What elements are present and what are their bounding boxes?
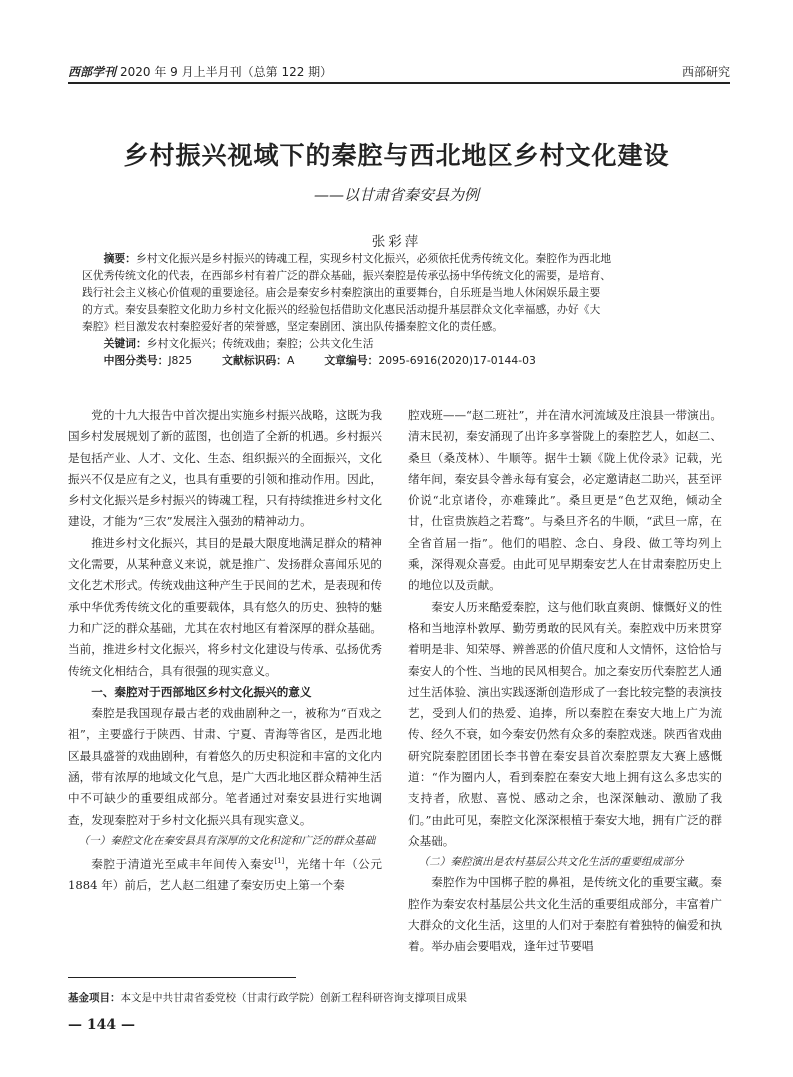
abstract-line: 秦腔》栏目激发农村秦腔爱好者的荣誉感，坚定秦剧团、演出队传播秦腔文化的责任感。 (82, 320, 504, 333)
clc-value: J825 (168, 354, 193, 367)
journal-info (68, 63, 332, 80)
article-no-label: 文章编号： (324, 354, 379, 367)
issue-info: 2020 年 9 月上半月刊（总第 122 期） (120, 65, 333, 79)
abstract-text: 乡村文化振兴是乡村振兴的铸魂工程，实现乡村文化振兴，必须依托优秀传统文化。秦腔作为西北地 (135, 252, 612, 265)
abstract-line: 区优秀传统文化的代表，在西部乡村有着广泛的群众基础，振兴秦腔是传承弘扬中华传统文化的需要，是培育、 (82, 269, 612, 282)
article-no-item (324, 354, 535, 367)
paragraph: 党的十九大报告中首次提出实施乡村振兴战略，这既为我国乡村发展规划了新的蓝图，也创造了全新的机遇。乡村振兴是包括产业、人才、文化、生态、组织振兴的全面振兴，文化振兴不仅是应有之义，也具有重要的引领和推动作用。因此，乡村文化振兴是乡村振兴的铸魂工程，只有持续推进乡村文化建设，才能为“三农”发展注入强劲的精神动力。 (68, 408, 382, 529)
paragraph-text: ，光绪十年（公元 1884 年）前后，艺人赵二组建了秦安历史上第一个秦 (68, 856, 382, 893)
paragraph: 推进乡村文化振兴，其目的是最大限度地满足群众的精神文化需要，从某种意义来说，就是推广、发扬群众喜闻乐见的文化艺术形式。传统戏曲这种产生于民间的艺术，是表现和传承中华优秀传统文化的重要载体，具有悠久的历史、独特的魅力和广泛的群众基础，尤其在农村地区有着深厚的群众基础。当前，推进乡村文化振兴，将乡村文化建设与传承、弘扬优秀传统文化相结合，具有很强的现实意义。 (68, 535, 382, 678)
footnote-label: 基金项目： (68, 992, 121, 1004)
clc-label: 中图分类号： (103, 354, 169, 367)
doc-code-label: 文献标识码： (222, 354, 287, 367)
subsection-heading: （二）秦腔演出是农村基层公共文化生活的重要组成部分 (418, 856, 684, 869)
keywords-value: 乡村文化振兴；传统戏曲；秦腔；公共文化生活 (146, 337, 374, 350)
paragraph: 秦安人历来酷爱秦腔，这与他们耿直爽朗、慷慨好义的性格和当地淳朴敦厚、勤劳勇敢的民风有关。秦腔戏中历来贯穿着明是非、知荣辱、辨善恶的价值尺度和人文情怀，这恰恰与秦安人的个性、当地的民风相契合。加之秦安历代秦腔艺人通过生活体验、演出实践逐渐创造形成了一套比较完整的表演技艺，受到人们的热爱、追捧，所以秦腔在秦安大地上广为流传、经久不衰，如今秦安仍然有众多的秦腔戏迷。陕西省戏曲研究院秦腔团团长李书曾在秦安县首次秦腔票友大赛上感慨道：“作为圈内人，看到秦腔在秦安大地上拥有这么多忠实的支持者，欣慰、喜悦、感动之余，也深深触动、激励了我们。”由此可见，秦腔文化深深根植于秦安大地，拥有广泛的群众基础。 (408, 599, 722, 848)
doc-code-item (222, 354, 294, 367)
doc-code-value: A (286, 354, 295, 367)
abstract-label: 摘要： (103, 252, 136, 265)
footnote-text: 本文是中共甘肃省委党校（甘肃行政学院）创新工程科研咨询支撑项目成果 (120, 992, 467, 1004)
footnote (68, 990, 730, 1005)
abstract-line (82, 250, 714, 267)
paragraph-text: 秦腔于清道光至咸丰年间传入秦安 (91, 856, 275, 871)
clc-item (104, 354, 193, 367)
abstract-line: 践行社会主义核心价值观的重要途径。庙会是秦安乡村秦腔演出的重要舞台，自乐班是当地人休闲娱乐最主要 (82, 286, 601, 299)
footnote-rule (68, 977, 296, 978)
paragraph: 腔戏班——“赵二班社”，并在清水河流域及庄浪县一带演出。清末民初，秦安涌现了出许多享誉陇上的秦腔艺人，如赵二、桑旦（桑茂林）、牛顺等。据牛士颖《陇上优伶录》记载，光绪年间，秦安县令善永每有宴会，必定邀请赵二助兴，甚至评价说“北京诸伶，亦难臻此”。桑旦更是“色艺双绝，倾动全甘，仕宦贵族趋之若鹜”。与桑旦齐名的牛顺，“武旦一席，在全省首届一指”。他们的唱腔、念白、身段、做工等均列上乘，深得观众喜爱。由此可见早期秦安艺人在甘肃秦腔历史上的地位以及贡献。 (408, 408, 722, 593)
page-number: — 144 — (68, 1017, 135, 1033)
paper-subtitle: ——以甘肃省秦安县为例 (313, 186, 479, 204)
header-rule (68, 82, 730, 84)
journal-logo: 西部学刊 (68, 65, 117, 79)
paragraph: 秦腔作为中国梆子腔的鼻祖，是传统文化的重要宝藏。秦腔作为秦安农村基层公共文化生活的重要组成部分，丰富着广大群众的文化生活，这里的人们对于秦腔有着独特的偏爱和执着。举办庙会要唱戏，逢年过节要唱 (408, 875, 722, 954)
running-header (68, 61, 730, 81)
paragraph (68, 851, 382, 896)
body-column-right (408, 405, 722, 957)
citation-marker: [1] (274, 856, 285, 865)
abstract-line: 的方式。秦安县秦腔文化助力乡村文化振兴的经验包括借助文化惠民活动提升基层群众文化幸福感，办好《大 (82, 303, 601, 316)
paragraph: 秦腔是我国现存最古老的戏曲剧种之一，被称为“百戏之祖”，主要盛行于陕西、甘肃、宁夏、青海等省区，是西北地区最具盛誉的戏曲剧种，有着悠久的历史积淀和丰富的文化内涵，带有浓厚的地域文化气息，是广大西北地区群众精神生活中不可缺少的重要组成部分。笔者通过对秦安县进行实地调查，发现秦腔对于乡村文化振兴具有现实意义。 (68, 706, 382, 827)
author-name: 张彩萍 (371, 234, 422, 250)
abstract-block (82, 250, 714, 369)
section-label: 西部研究 (681, 65, 730, 79)
body-column-left (68, 405, 382, 896)
section-heading: 一、秦腔对于西部地区乡村文化振兴的意义 (91, 684, 312, 699)
keywords-label: 关键词： (103, 337, 147, 350)
article-no-value: 2095-6916(2020)17-0144-03 (378, 354, 536, 367)
classification-line (82, 352, 714, 369)
keywords-line (82, 335, 714, 352)
paper-title: 乡村振兴视域下的秦腔与西北地区乡村文化建设 (123, 141, 670, 170)
subsection-heading: （一）秦腔文化在秦安县具有深厚的文化积淀和广泛的群众基础 (78, 834, 376, 847)
